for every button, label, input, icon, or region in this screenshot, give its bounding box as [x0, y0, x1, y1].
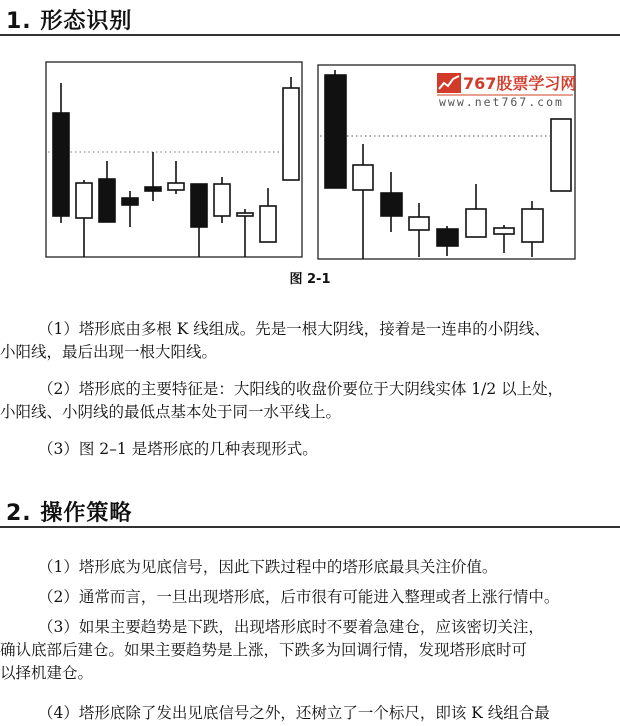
watermark-brand: 767股票学习网: [463, 74, 577, 93]
stock-chart-logo-icon: [437, 73, 461, 93]
figure-caption: 图 2-1: [289, 272, 331, 287]
paragraph-2-3: （3）如果主要趋势是下跌，出现塔形底时不要着急建仓，应该密切关注， 确认底部后建仓。如果主要趋势是上涨，下跌多为回调行情，发现塔形底时可 以择机建仓。: [0, 618, 544, 682]
watermark-logo: [437, 71, 577, 111]
paragraph-2-1: （1）塔形底为见底信号，因此下跌过程中的塔形底最具关注价值。: [38, 558, 498, 576]
paragraph-1-1: （1）塔形底由多根 K 线组成。先是一根大阴线，接着是一连串的小阴线、 小阳线，最后出现一根大阳线。: [0, 320, 550, 361]
candlestick-chart-right: [0, 0, 620, 265]
paragraph-2-4: （4）塔形底除了发出见底信号之外，还树立了一个标尺，即该 K 线组合最: [38, 704, 550, 722]
section2-heading: 2. 操作策略: [6, 501, 133, 526]
paragraph-1-2: （2）塔形底的主要特征是：大阳线的收盘价要位于大阴线实体 1/2 以上处， 小阳线、小阴线的最低点基本处于同一水平线上。: [0, 380, 564, 421]
section1-heading: 1. 形态识别: [6, 9, 133, 34]
watermark-url: www.net767.com: [439, 95, 564, 109]
paragraph-2-2: （2）通常而言，一旦出现塔形底，后市很有可能进入整理或者上涨行情中。: [38, 588, 560, 606]
section2-rule: [0, 526, 620, 528]
paragraph-1-3: （3）图 2–1 是塔形底的几种表现形式。: [38, 440, 318, 458]
